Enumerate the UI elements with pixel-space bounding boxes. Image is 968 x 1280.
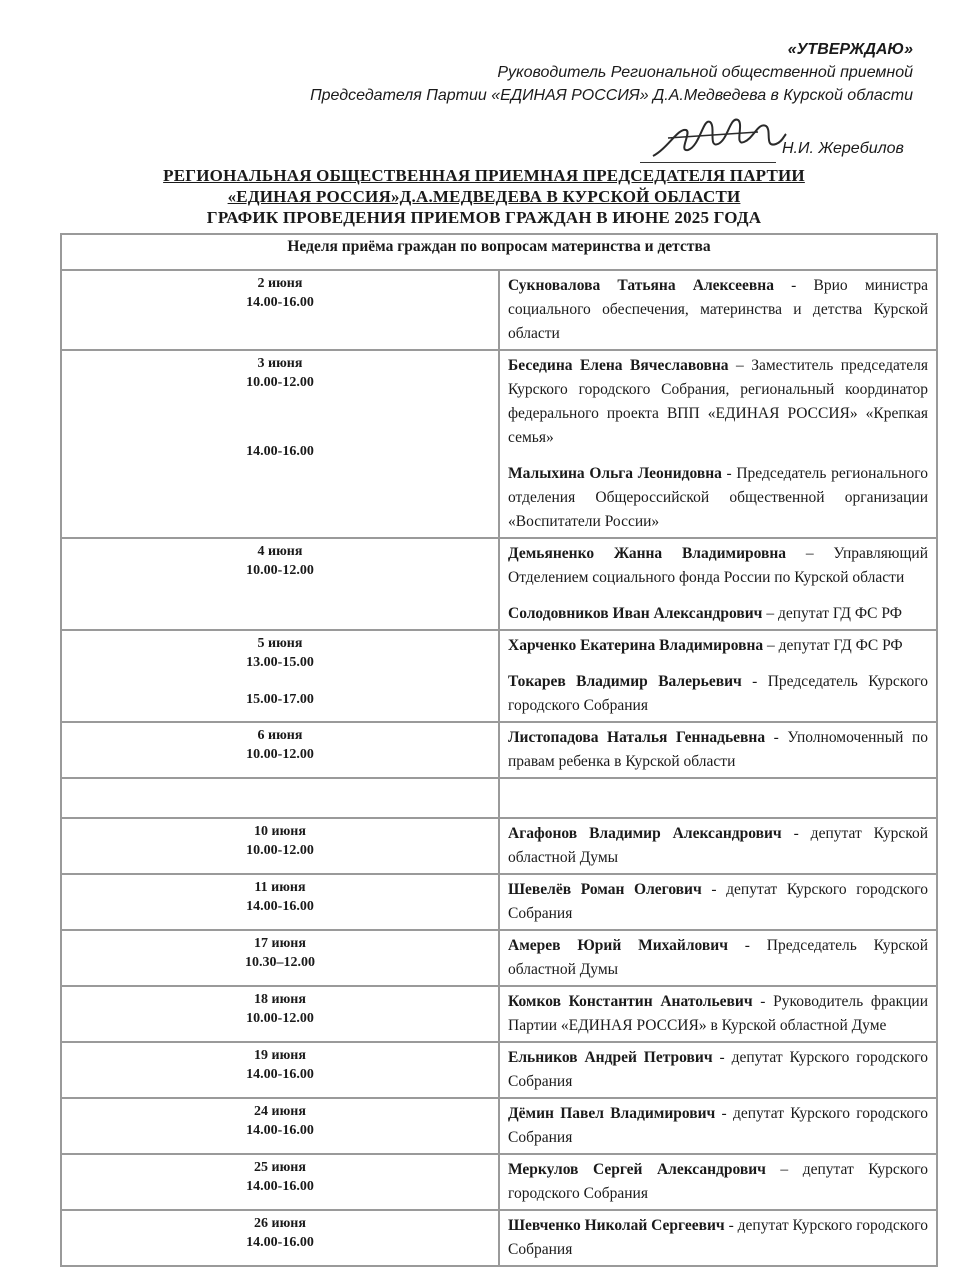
person-name: Шевелёв Роман Олегович	[508, 881, 702, 898]
person-name: Малыхина Ольга Леонидовна	[508, 465, 722, 482]
row-time-1: 10.00-12.00	[246, 843, 314, 858]
info-cell	[499, 1042, 937, 1098]
empty-cell	[499, 778, 937, 818]
info-cell	[499, 270, 937, 350]
row-date: 10 июня	[254, 824, 306, 839]
entry-1	[508, 1158, 928, 1206]
entry-1	[508, 1102, 928, 1150]
approval-line-1: Руководитель Региональной общественной приемной	[497, 64, 913, 81]
person-role: - Председатель Курского городского Собрания	[508, 673, 928, 714]
person-role: - Врио министра социального обеспечения, материнства и детства Курской области	[508, 277, 928, 342]
date-cell	[61, 818, 499, 874]
table-row	[61, 722, 937, 778]
person-role: – депутат ГД ФС РФ	[762, 605, 902, 622]
entry-1	[508, 1046, 928, 1094]
row-date: 26 июня	[254, 1216, 306, 1231]
approval-line-2: Председателя Партии «ЕДИНАЯ РОССИЯ» Д.А.Медведева в Курской области	[310, 87, 913, 104]
info-cell	[499, 874, 937, 930]
row-time-1: 14.00-16.00	[246, 1235, 314, 1250]
info-cell	[499, 986, 937, 1042]
table-row	[61, 270, 937, 350]
person-name: Беседина Елена Вячеславовна	[508, 357, 729, 374]
table-row	[61, 630, 937, 722]
empty-cell	[61, 778, 499, 818]
date-cell	[61, 270, 499, 350]
person-role: - Уполномоченный по правам ребенка в Курской области	[508, 729, 928, 770]
heading-line-2: «ЕДИНАЯ РОССИЯ»Д.А.МЕДВЕДЕВА В КУРСКОЙ ОБЛАСТИ	[227, 187, 741, 206]
person-role: – Заместитель председателя Курского городского Собрания, региональный координатор федерального проекта ВПП «ЕДИНАЯ РОССИЯ» «Крепкая семья»	[508, 357, 928, 446]
entry-1	[508, 354, 928, 450]
person-name: Токарев Владимир Валерьевич	[508, 673, 742, 690]
table-row	[61, 1098, 937, 1154]
row-time-1: 14.00-16.00	[246, 295, 314, 310]
row-date: 17 июня	[254, 936, 306, 951]
entry-1	[508, 934, 928, 982]
entry-2	[508, 602, 928, 626]
date-cell	[61, 874, 499, 930]
person-name: Листопадова Наталья Геннадьевна	[508, 729, 766, 746]
table-row	[61, 874, 937, 930]
person-name: Солодовников Иван Александрович	[508, 605, 763, 622]
row-time-1: 10.00-12.00	[246, 563, 314, 578]
week-title: Неделя приёма граждан по вопросам материнства и детства	[61, 234, 937, 270]
row-date: 25 июня	[254, 1160, 306, 1175]
row-time-1: 10.30–12.00	[245, 955, 315, 970]
approval-label: «УТВЕРЖДАЮ»	[787, 41, 913, 58]
row-time-1: 14.00-16.00	[246, 899, 314, 914]
date-cell	[61, 1098, 499, 1154]
row-time-1: 13.00-15.00	[246, 655, 314, 670]
table-row	[61, 1210, 937, 1266]
row-time-1: 10.00-12.00	[246, 1011, 314, 1026]
row-time-1: 14.00-16.00	[246, 1179, 314, 1194]
signer-name: Н.И. Жеребилов	[782, 140, 904, 157]
table-row	[61, 818, 937, 874]
row-date: 3 июня	[257, 356, 303, 371]
row-date: 2 июня	[257, 276, 303, 291]
person-role: - Председатель Курской областной Думы	[508, 937, 928, 978]
entry-1	[508, 878, 928, 926]
entry-2	[508, 670, 928, 718]
person-role: - депутат Курской областной Думы	[508, 825, 929, 866]
table-row	[61, 1154, 937, 1210]
person-name: Шевченко Николай Сергеевич	[508, 1217, 725, 1234]
info-cell	[499, 630, 937, 722]
row-date: 18 июня	[254, 992, 306, 1007]
person-name: Демьяненко Жанна Владимировна	[508, 545, 787, 562]
date-cell	[61, 538, 499, 630]
date-cell	[61, 986, 499, 1042]
empty-separator-row	[61, 778, 937, 818]
info-cell	[499, 1154, 937, 1210]
entry-2	[508, 462, 928, 534]
document-heading	[0, 165, 968, 228]
date-cell	[61, 1042, 499, 1098]
heading-line-1: РЕГИОНАЛЬНАЯ ОБЩЕСТВЕННАЯ ПРИЕМНАЯ ПРЕДСЕДАТЕЛЯ ПАРТИИ	[163, 166, 805, 185]
info-cell	[499, 930, 937, 986]
row-time-1: 10.00-12.00	[246, 747, 314, 762]
person-name: Меркулов Сергей Александрович	[508, 1161, 766, 1178]
week-title-row	[61, 234, 937, 270]
info-cell	[499, 1098, 937, 1154]
table-row	[61, 538, 937, 630]
row-date: 11 июня	[254, 880, 306, 895]
table-row	[61, 986, 937, 1042]
table-row	[61, 350, 937, 538]
person-role: - депутат Курского городского Собрания	[508, 881, 928, 922]
date-cell	[61, 930, 499, 986]
heading-line-3: ГРАФИК ПРОВЕДЕНИЯ ПРИЕМОВ ГРАЖДАН В ИЮНЕ 2025 ГОДА	[206, 208, 762, 227]
approval-block	[310, 38, 913, 107]
entry-1	[508, 990, 928, 1038]
date-cell	[61, 630, 499, 722]
entry-1	[508, 634, 928, 658]
date-cell	[61, 1210, 499, 1266]
person-role: - депутат Курского городского Собрания	[508, 1049, 928, 1090]
person-role: - Руководитель фракции Партии «ЕДИНАЯ РОССИЯ» в Курской областной Думе	[508, 993, 928, 1034]
person-name: Сукновалова Татьяна Алексеевна	[508, 277, 774, 294]
person-role: - депутат Курского городского Собрания	[508, 1217, 928, 1258]
person-role: – депутат ГД ФС РФ	[763, 637, 903, 654]
row-date: 24 июня	[254, 1104, 306, 1119]
person-role: – Управляющий Отделением социального фонда России по Курской области	[508, 545, 928, 586]
info-cell	[499, 538, 937, 630]
person-name: Ельников Андрей Петрович	[508, 1049, 713, 1066]
entry-1	[508, 1214, 928, 1262]
signature-line	[640, 162, 776, 163]
row-time-1: 14.00-16.00	[246, 1123, 314, 1138]
info-cell	[499, 350, 937, 538]
table-row	[61, 930, 937, 986]
info-cell	[499, 722, 937, 778]
person-role: – депутат Курского городского Собрания	[508, 1161, 929, 1202]
person-role: - депутат Курского городского Собрания	[508, 1105, 928, 1146]
row-time-1: 10.00-12.00	[246, 375, 314, 390]
row-time-1: 14.00-16.00	[246, 1067, 314, 1082]
entry-1	[508, 726, 928, 774]
date-cell	[61, 1154, 499, 1210]
date-cell	[61, 722, 499, 778]
person-name: Харченко Екатерина Владимировна	[508, 637, 764, 654]
row-date: 4 июня	[257, 544, 303, 559]
row-date: 5 июня	[257, 636, 303, 651]
handwritten-signature	[648, 108, 788, 168]
info-cell	[499, 818, 937, 874]
date-cell	[61, 350, 499, 538]
row-date: 19 июня	[254, 1048, 306, 1063]
person-role: - Председатель регионального отделения Общероссийской общественной организации «Воспитатели России»	[508, 465, 928, 530]
schedule-table	[60, 233, 938, 1267]
entry-1	[508, 822, 928, 870]
table-row	[61, 1042, 937, 1098]
row-date: 6 июня	[257, 728, 303, 743]
person-name: Комков Константин Анатольевич	[508, 993, 753, 1010]
entry-1	[508, 542, 928, 590]
person-name: Агафонов Владимир Александрович	[508, 825, 782, 842]
row-time-2: 14.00-16.00	[246, 444, 314, 459]
info-cell	[499, 1210, 937, 1266]
entry-1	[508, 274, 928, 346]
row-time-2: 15.00-17.00	[246, 692, 314, 707]
person-name: Амерев Юрий Михайлович	[508, 937, 728, 954]
person-name: Дёмин Павел Владимирович	[508, 1105, 716, 1122]
